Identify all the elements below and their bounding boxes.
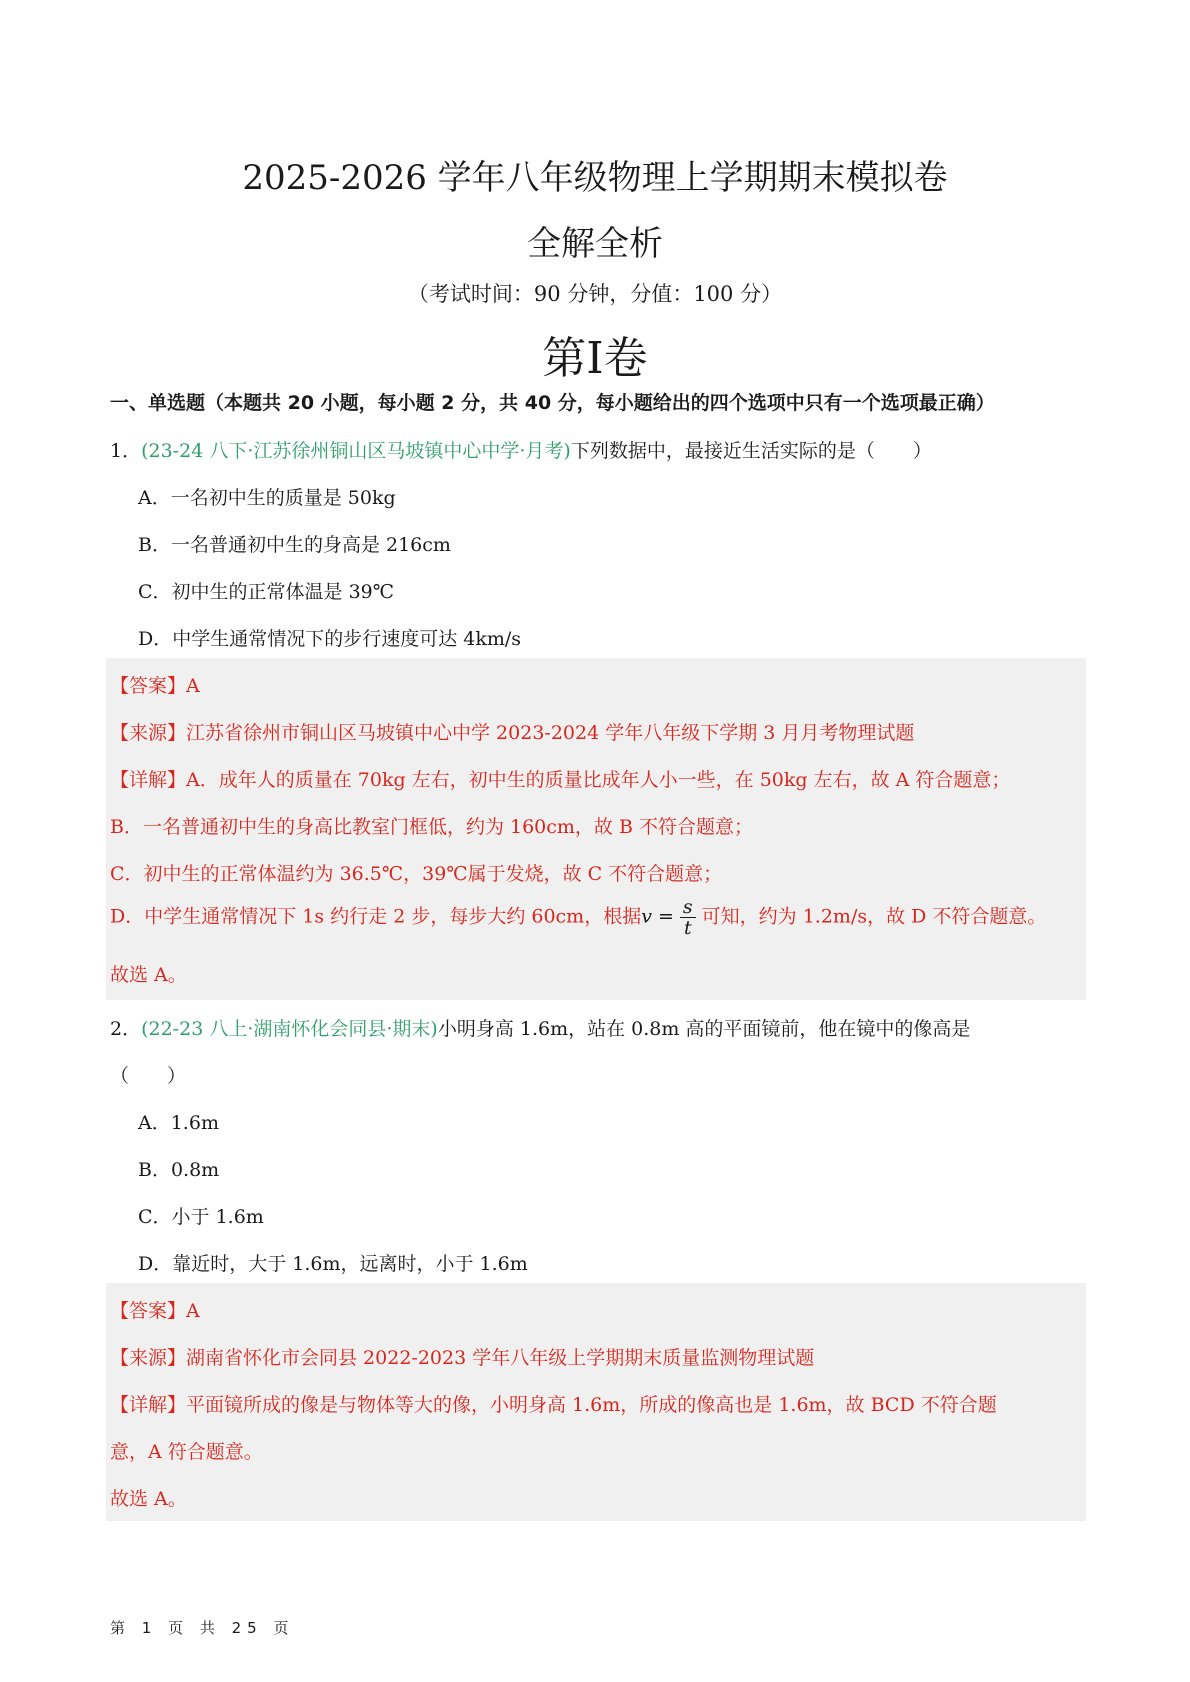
detail-line: 【详解】平面镜所成的像是与物体等大的像，小明身高 1.6m，所成的像高也是 1.6m，故 BCD 不符合题 xyxy=(110,1394,997,1416)
question-source-tag: (22-23 八上·湖南怀化会同县·期末) xyxy=(141,1018,438,1040)
option-c: C．初中生的正常体温是 39℃ xyxy=(138,581,395,603)
option-a: A．一名初中生的质量是 50kg xyxy=(138,487,396,509)
detail-line: B．一名普通初中生的身高比教室门框低，约为 160cm，故 B 不符合题意； xyxy=(110,816,753,838)
page-title: 2025-2026 学年八年级物理上学期期末模拟卷 xyxy=(242,158,948,198)
option-b: B．一名普通初中生的身高是 216cm xyxy=(138,534,451,556)
page-subtitle: 全解全析 xyxy=(527,224,663,264)
section-heading: 一、单选题（本题共 20 小题，每小题 2 分，共 40 分，每小题给出的四个选项中只有一个选项最正确） xyxy=(110,392,995,414)
option-b: B．0.8m xyxy=(138,1159,220,1181)
question-number: 2． xyxy=(110,1018,142,1040)
source-line: 【来源】江苏省徐州市铜山区马坡镇中心中学 2023-2024 学年八年级下学期 3 月月考物理试题 xyxy=(110,722,915,744)
answer-value: A xyxy=(186,675,200,697)
question-1-stem xyxy=(110,436,932,463)
question-text: 小明身高 1.6m，站在 0.8m 高的平面镜前，他在镜中的像高是 xyxy=(437,1018,971,1040)
source-line: 【来源】湖南省怀化市会同县 2022-2023 学年八年级上学期期末质量监测物理试题 xyxy=(110,1347,815,1369)
question-source-tag: (23-24 八下·江苏徐州铜山区马坡镇中心中学·月考) xyxy=(141,440,571,462)
question-text: 下列数据中，最接近生活实际的是（ ） xyxy=(570,440,932,462)
question-2-stem xyxy=(110,1014,970,1041)
detail-line: 【详解】A．成年人的质量在 70kg 左右，初中生的质量比成年人小一些，在 50kg 左右，故 A 符合题意； xyxy=(110,769,1011,791)
option-d: D．靠近时，大于 1.6m，远离时，小于 1.6m xyxy=(138,1253,528,1275)
detail-line: 意，A 符合题意。 xyxy=(110,1441,263,1463)
exam-info: （考试时间：90 分钟，分值：100 分） xyxy=(407,282,783,306)
conclusion-line: 故选 A。 xyxy=(110,964,187,986)
question-number: 1． xyxy=(110,440,142,462)
option-a: A．1.6m xyxy=(138,1112,219,1134)
formula-lhs: v = xyxy=(641,905,674,928)
question-2-paren: （ ） xyxy=(110,1065,187,1087)
detail-line-formula: D．中学生通常情况下 1s 约行走 2 步，每步大约 60cm，根据v = $\frac{s}{t}$ 可知，约为 1.2m/s，故 D 不符合题意。 xyxy=(110,896,1047,939)
volume-heading: 第Ⅰ卷 xyxy=(542,333,648,384)
formula-fraction: $\frac{s}{t}$ xyxy=(680,897,696,938)
answer-line: 【答案】A xyxy=(110,675,200,697)
option-c: C．小于 1.6m xyxy=(138,1206,264,1228)
answer-line: 【答案】A xyxy=(110,1300,200,1322)
conclusion-line: 故选 A。 xyxy=(110,1488,187,1510)
detail-line: C．初中生的正常体温约为 36.5℃，39℃属于发烧，故 C 不符合题意； xyxy=(110,863,723,885)
page-footer: 第 1 页 共 25 页 xyxy=(110,1619,295,1637)
answer-value: A xyxy=(186,1300,200,1322)
option-d: D．中学生通常情况下的步行速度可达 4km/s xyxy=(138,628,522,650)
